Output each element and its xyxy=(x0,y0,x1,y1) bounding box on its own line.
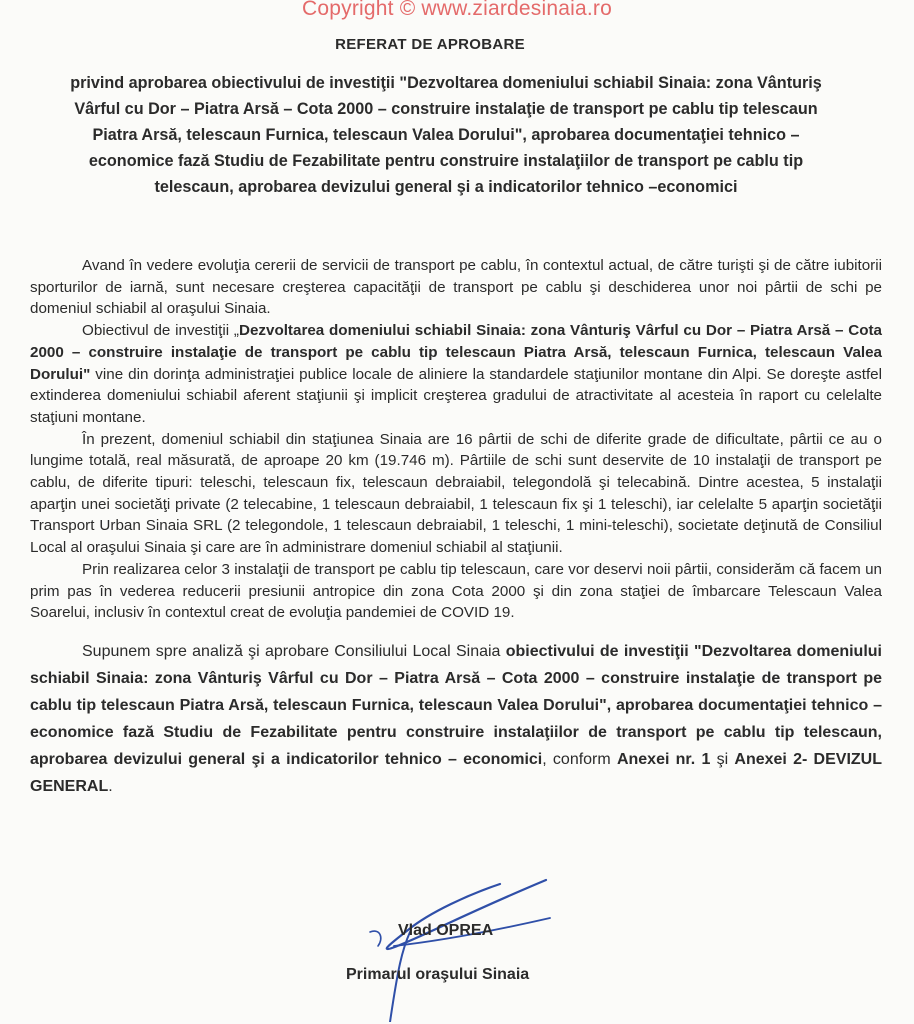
signatory-name: Vlad OPREA xyxy=(398,922,494,939)
subject-line: Piatra Arsă, telescaun Furnica, telescaun Valea Dorului", aprobarea documentaţiei tehnico – xyxy=(92,126,800,144)
subject-line: Vârful cu Dor – Piatra Arsă – Cota 2000 – construire instalaţie de transport pe cablu tip telescaun xyxy=(74,100,818,118)
signatory-role: Primarul oraşului Sinaia xyxy=(346,966,530,983)
proposal-object: obiectivului de investiţii "Dezvoltarea domeniului schiabil Sinaia: zona Vânturiş Vârful cu Dor – Piatra Arsă – Cota 2000 – construire instalaţie de transport pe cablu tip telescaun Piatra Arsă, telescaun Furnica, telescaun Valea Dorului", aprobarea documentaţiei tehnico – economice fază Studiu de Fezabilitate pentru construire instalaţiilor de transport pe cablu tip telescaun, aprobarea devizului general şi a indicatorilor tehnico – economici xyxy=(30,642,882,768)
proposal-intro: Supunem spre analiză şi aprobare Consiliului Local Sinaia xyxy=(82,642,506,660)
document-title: REFERAT DE APROBARE xyxy=(335,36,525,53)
subject-line: economice fază Studiu de Fezabilitate pentru construire instalaţiilor de transport pe cablu tip xyxy=(88,152,804,170)
paragraph-context: Avand în vedere evoluţia cererii de servicii de transport pe cablu, în contextul actual, de către turişti şi de către iubitorii sporturilor de iarnă, sunt necesare creşterea capacităţii de transport pe cablu şi deschiderea unor noi pârtii de schi pe domeniul schiabil al oraşului Sinaia. xyxy=(30,257,882,318)
copyright-watermark: Copyright © www.ziardesinaia.ro xyxy=(302,0,612,20)
proposal-end: . xyxy=(108,777,113,795)
handwritten-signature xyxy=(350,872,570,1022)
paragraph-objective xyxy=(30,320,882,429)
objective-title: Dezvoltarea domeniului schiabil Sinaia: zona Vânturiş Vârful cu Dor – Piatra Arsă – Cota 2000 – construire instalaţie de transport pe cablu tip telescaun Piatra Arsă, telescaun Furnica, telescaun Valea Dorului" xyxy=(30,322,882,383)
subject-line: telescaun, aprobarea devizului general şi a indicatorilor tehnico –economici xyxy=(154,178,738,196)
document-body xyxy=(30,255,882,800)
paragraph-current-state: În prezent, domeniul schiabil din staţiunea Sinaia are 16 pârtii de schi de diferite grade de dificultate, pârtii ce au o lungime totală, real măsurată, de aproape 20 km (19.746 m). Pârtiile de schi sunt deservite de 10 instalaţii de transport pe cablu, de diferite tipuri: teleschi, telescaun fix, telescaun debraiabil, telegondolă şi telecabină. Dintre acestea, 5 instalaţii aparţin unei societăţi private (2 telecabine, 1 telescaun debraiabil, 1 telescaun fix şi 1 teleschi), iar celelalte 5 aparţin societăţii Transport Urban Sinaia SRL (2 telegondole, 1 telescaun debraiabil, 1 teleschi, 1 mini-teleschi), societate deţinută de Consiliul Local al oraşului Sinaia şi care are în administrare domeniul schiabil al staţiunii. xyxy=(30,430,882,557)
subject-line: privind aprobarea obiectivului de investiţii "Dezvoltarea domeniului schiabil Sinaia: zona Vânturiş xyxy=(70,74,822,92)
annex-1: Anexei nr. 1 xyxy=(616,750,711,768)
paragraph-impact: Prin realizarea celor 3 instalaţii de transport pe cablu tip telescaun, care vor deservi noii pârtii, considerăm că facem un prim pas în vederea reducerii presiunii antropice din zona Cota 2000 şi din zona staţiei de îmbarcare Telescaun Valea Soarelui, inclusiv în contextul creat de evoluţia pandemiei de COVID 19. xyxy=(30,560,882,622)
proposal-and: şi xyxy=(710,750,735,768)
objective-intro: Obiectivul de investiţii „ xyxy=(82,322,239,340)
objective-rest: vine din dorinţa administraţiei publice locale de aliniere la standardele staţiunilor montane din Alpi. Se doreşte astfel extinderea domeniului schiabil aferent staţiunii şi implicit creşterea gradului de atractivitate al acesteia în raport cu celelalte staţiuni montane. xyxy=(30,365,882,426)
proposal-mid: , conform xyxy=(542,750,617,768)
annex-2: Anexei 2- DEVIZUL GENERAL xyxy=(30,750,882,795)
paragraph-proposal xyxy=(30,638,882,800)
document-subject xyxy=(28,70,864,200)
